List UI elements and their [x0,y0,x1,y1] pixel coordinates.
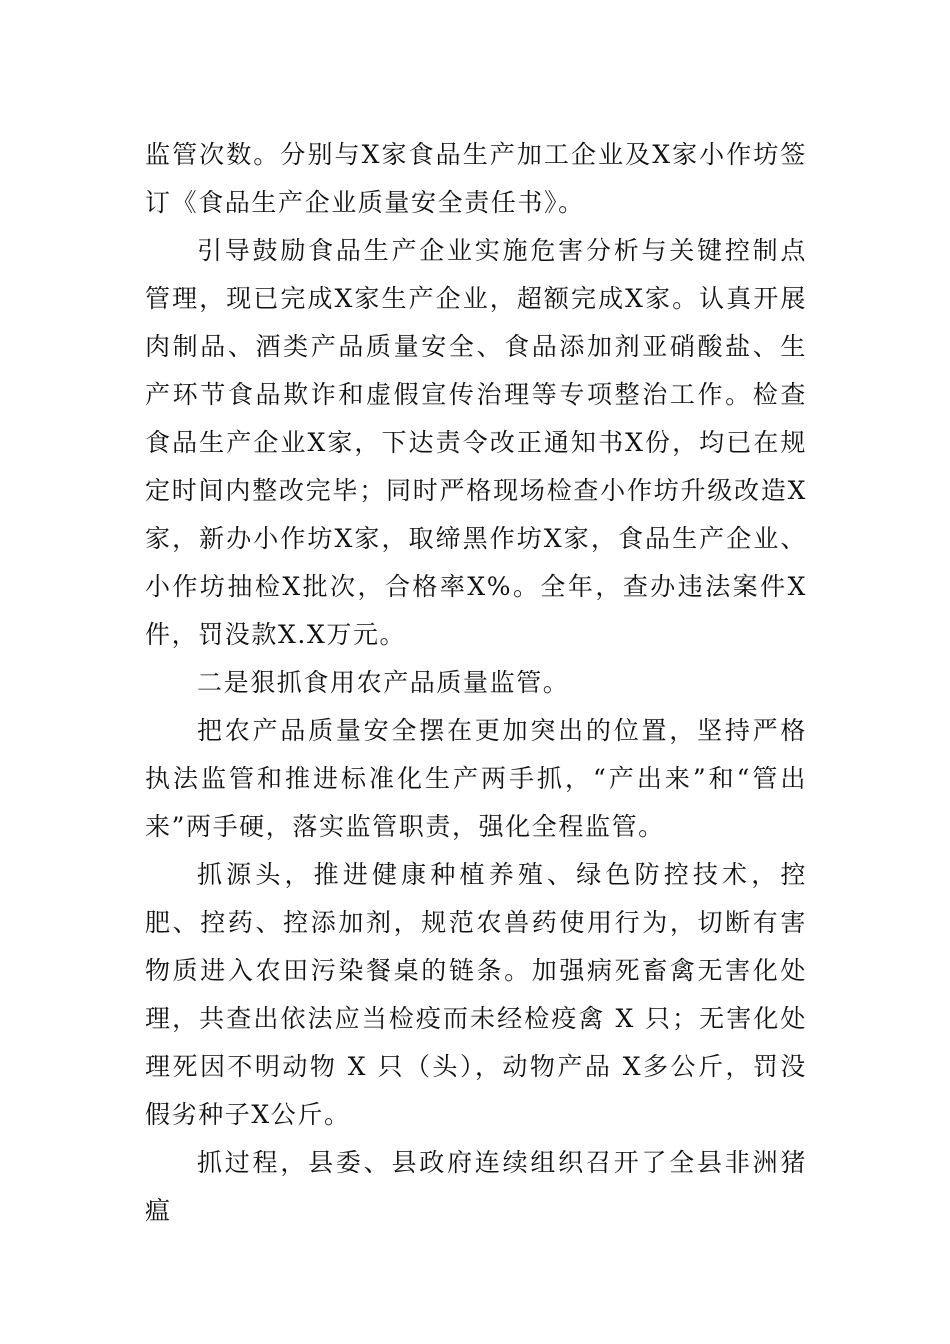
paragraph-heading-agri: 二是狠抓食用农产品质量监管。 [197,668,570,697]
paragraph-source-control: 抓源头，推进健康种植养殖、绿色防控技术，控肥、控药、控添加剂，规范农兽药使用行为，切断有害物质进入农田污染餐桌的链条。加强病死畜禽无害化处理，共查出依法应当检疫而未经检疫禽 X 只；无害化处理死因不明动物 X 只（头），动物产品 X多公斤，罚没假劣种子X公斤。 [145,860,807,1129]
paragraph-agri-quality: 把农产品质量安全摆在更加突出的位置，坚持严格执法监管和推进标准化生产两手抓，“产出来”和“管出来”两手硬，落实监管职责，强化全程监管。 [145,716,807,841]
paragraph-continuation: 监管次数。分别与X家食品生产加工企业及X家小作坊签订《食品生产企业质量安全责任书》。 [145,140,807,217]
paragraph-process-control: 抓过程，县委、县政府连续组织召开了全县非洲猪瘟 [145,1148,807,1225]
document-body [145,131,807,1235]
paragraph-haccp: 引导鼓励食品生产企业实施危害分析与关键控制点管理，现已完成X家生产企业，超额完成X家。认真开展肉制品、酒类产品质量安全、食品添加剂亚硝酸盐、生产环节食品欺诈和虚假宣传治理等专项整治工作。检查食品生产企业X家，下达责令改正通知书X份，均已在规定时间内整改完毕；同时严格现场检查小作坊升级改造X家，新办小作坊X家，取缔黑作坊X家，食品生产企业、小作坊抽检X批次，合格率X%。全年，查办违法案件X件，罚没款X.X万元。 [145,236,807,649]
